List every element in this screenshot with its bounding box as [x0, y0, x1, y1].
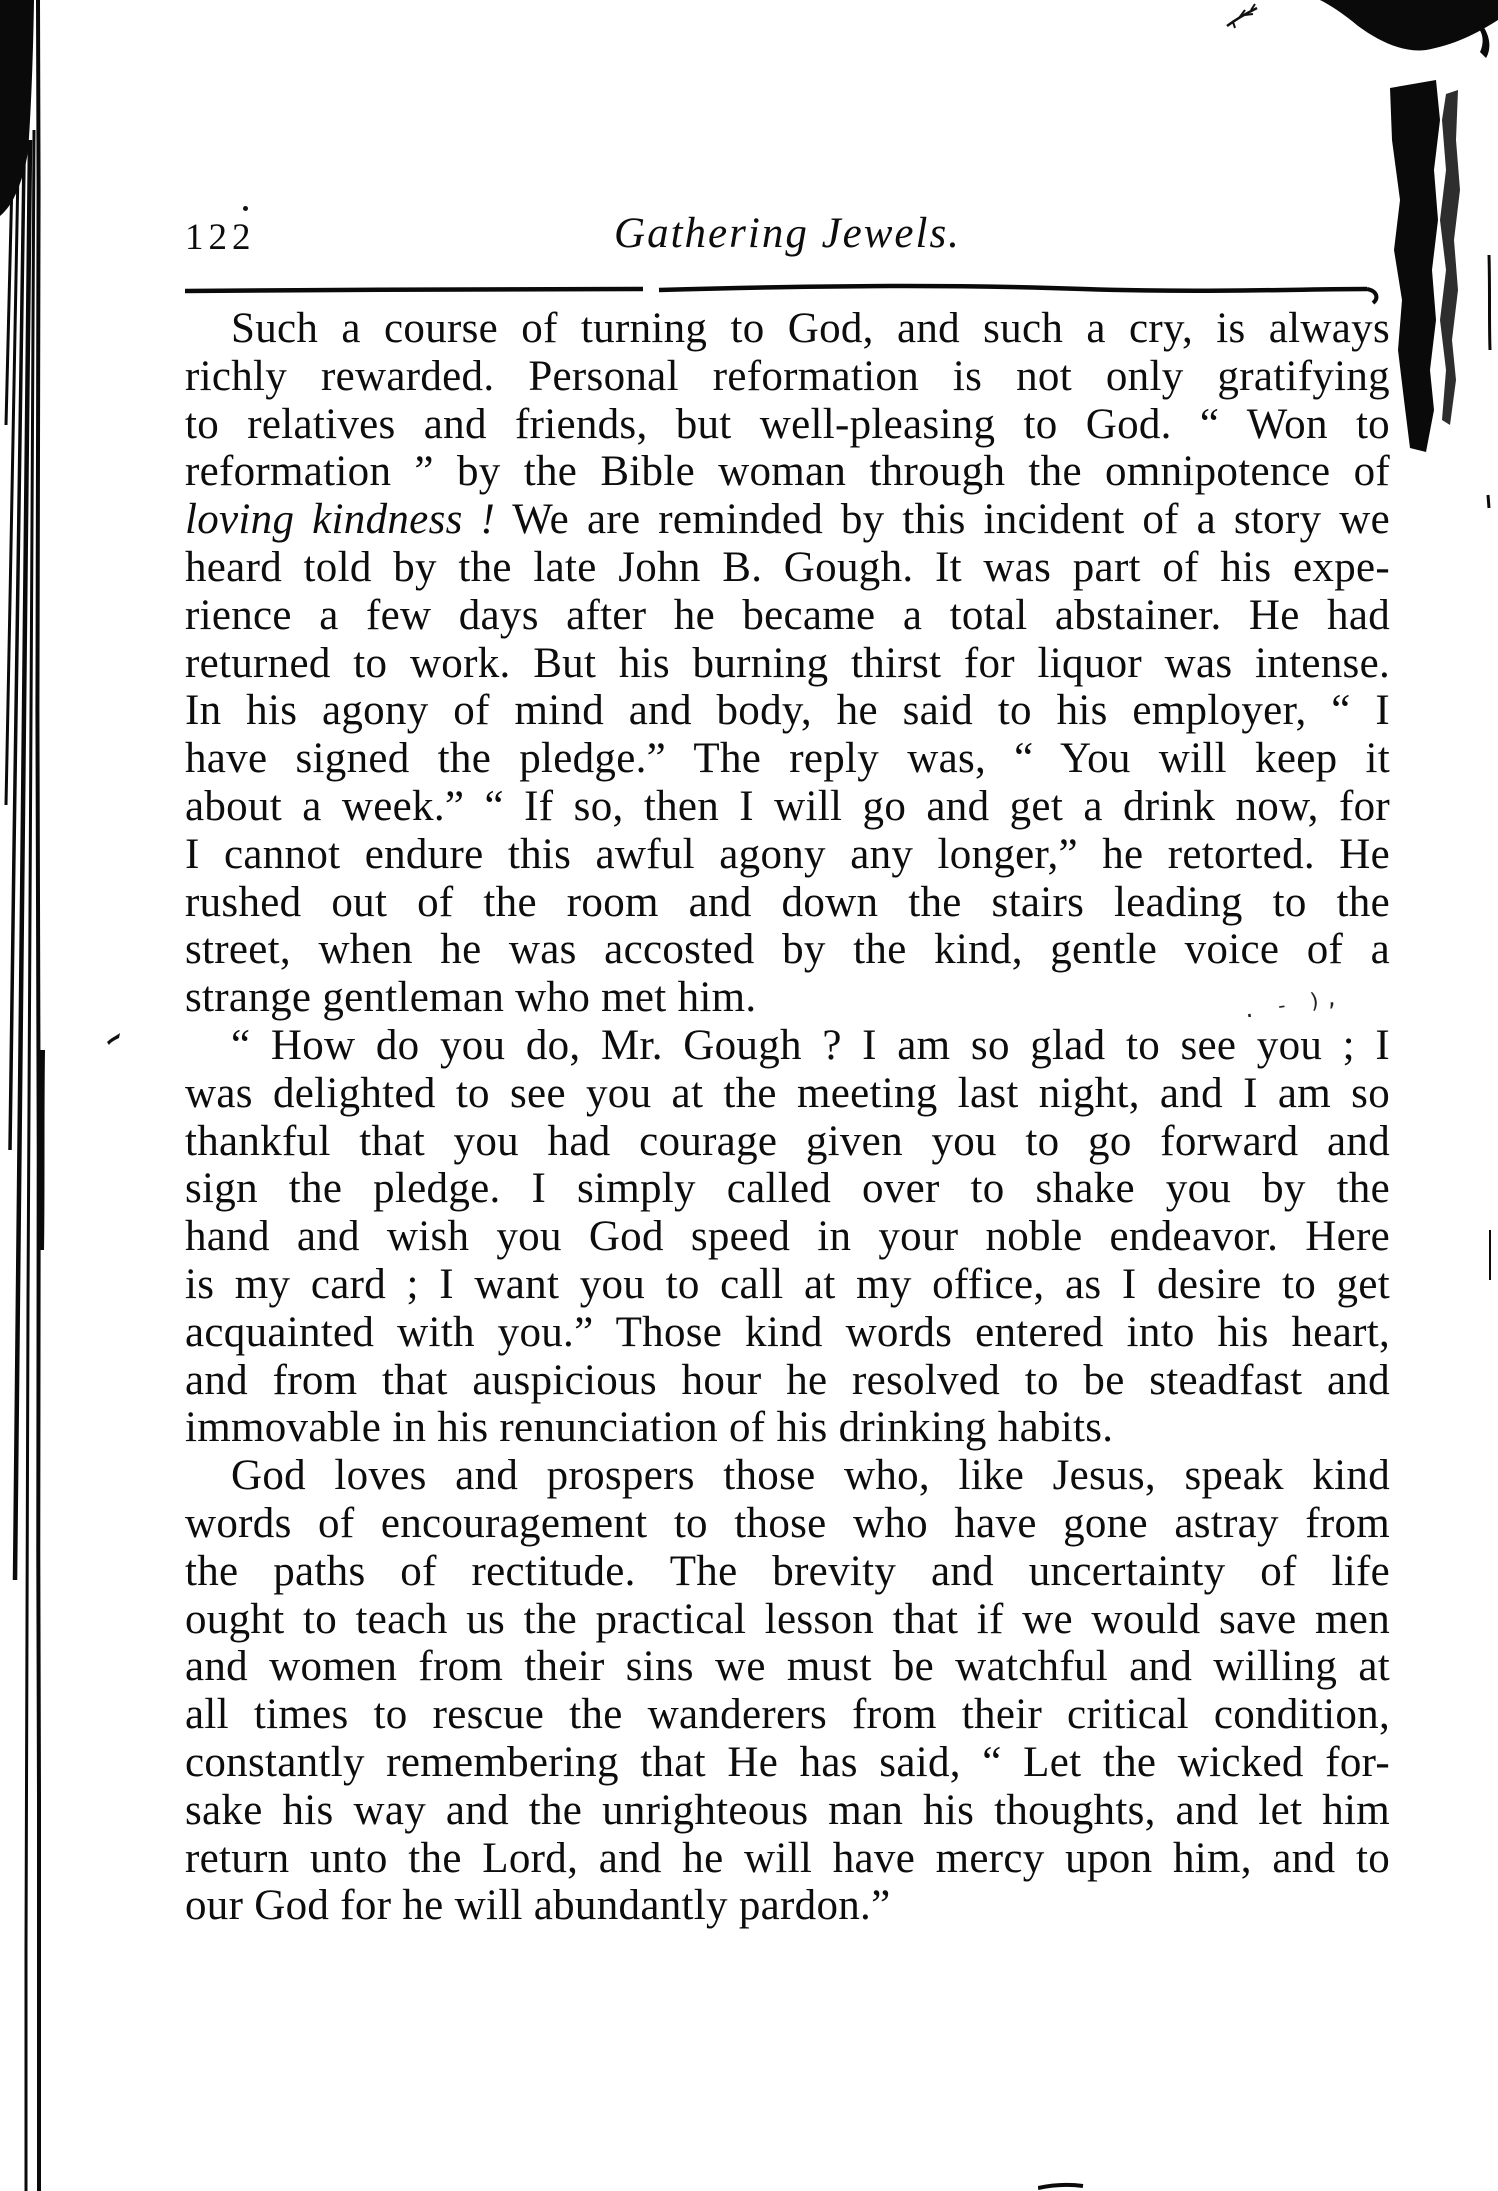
text-line: sake his way and the unrighteous man his thoughts, and let him	[185, 1786, 1390, 1834]
scan-artifact-left-edge	[0, 0, 70, 2191]
text-line: rience a few days after he became a total abstainer. He had	[185, 591, 1390, 639]
scan-artifact-right-blob	[1380, 80, 1475, 460]
text-line: constantly remembering that He has said, “ Let the wicked for-	[185, 1738, 1390, 1786]
text-line: is my card ; I want you to call at my office, as I desire to get	[185, 1260, 1390, 1308]
text-line: God loves and prospers those who, like Jesus, speak kind	[231, 1452, 1390, 1500]
text-segment: We are reminded by this incident of a story we	[495, 496, 1391, 544]
text-line: words of encouragement to those who have gone astray from	[185, 1499, 1390, 1547]
paragraph	[185, 305, 1390, 1022]
text-line: rushed out of the room and down the stairs leading to the	[185, 878, 1390, 926]
scan-artifact-sprig	[1225, 2, 1265, 30]
text-line: thankful that you had courage given you to go forward and	[185, 1117, 1390, 1165]
text-line: “ How do you do, Mr. Gough ? I am so glad to see you ; I	[231, 1021, 1390, 1069]
text-line: to relatives and friends, but well-pleasing to God. “ Won to	[185, 400, 1390, 448]
text-line	[185, 496, 1390, 544]
text-line: I cannot endure this awful agony any longer,” he retorted. He	[185, 830, 1390, 878]
text-line: was delighted to see you at the meeting last night, and I am so	[185, 1069, 1390, 1117]
text-line: street, when he was accosted by the kind, gentle voice of a	[185, 926, 1390, 974]
text-line: and from that auspicious hour he resolved to be steadfast and	[185, 1356, 1390, 1404]
text-line: sign the pledge. I simply called over to shake you by the	[185, 1165, 1390, 1213]
text-line: heard told by the late John B. Gough. It was part of his expe-	[185, 543, 1390, 591]
text-line: richly rewarded. Personal reformation is not only gratifying	[185, 352, 1390, 400]
text-line: all times to rescue the wanderers from their critical condition,	[185, 1691, 1390, 1739]
text-line: have signed the pledge.” The reply was, “ You will keep it	[185, 735, 1390, 783]
text-line: reformation ” by the Bible woman through the omnipotence of	[185, 448, 1390, 496]
paragraph	[185, 1022, 1390, 1452]
speck-above-folio	[243, 206, 248, 211]
text-line: immovable in his renunciation of his drinking habits.	[185, 1404, 1114, 1452]
text-line: return unto the Lord, and he will have mercy upon him, and to	[185, 1834, 1390, 1882]
scan-artifact-torn-corner	[1180, 0, 1498, 70]
text-line: Such a course of turning to God, and such a cry, is always	[231, 305, 1390, 352]
text-line: ought to teach us the practical lesson that if we would save men	[185, 1595, 1390, 1643]
text-line: returned to work. But his burning thirst for liquor was intense.	[185, 639, 1390, 687]
text-line: strange gentleman who met him.	[185, 974, 757, 1022]
text-line: about a week.” “ If so, then I will go and get a drink now, for	[185, 782, 1390, 830]
italic-phrase: loving kindness !	[185, 496, 496, 544]
page-text	[185, 305, 1390, 1930]
text-line: acquainted with you.” Those kind words entered into his heart,	[185, 1308, 1390, 1356]
page-number: 122	[185, 217, 256, 258]
text-line: In his agony of mind and body, he said to his employer, “ I	[185, 687, 1390, 735]
scan-artifact-right-smudge: . - ),	[1240, 985, 1344, 1023]
text-line: our God for he will abundantly pardon.”	[185, 1882, 891, 1930]
scan-artifact-right-edge-lines	[1483, 250, 1498, 1350]
scan-artifact-bottom-mark	[1038, 2182, 1084, 2191]
running-title: Gathering Jewels.	[614, 210, 961, 257]
text-line: and women from their sins we must be watchful and willing at	[185, 1643, 1390, 1691]
scan-artifact-margin-tick	[106, 1032, 122, 1046]
text-line: the paths of rectitude. The brevity and uncertainty of life	[185, 1547, 1390, 1595]
paragraph	[185, 1452, 1390, 1930]
text-line: hand and wish you God speed in your noble endeavor. Here	[185, 1213, 1390, 1261]
